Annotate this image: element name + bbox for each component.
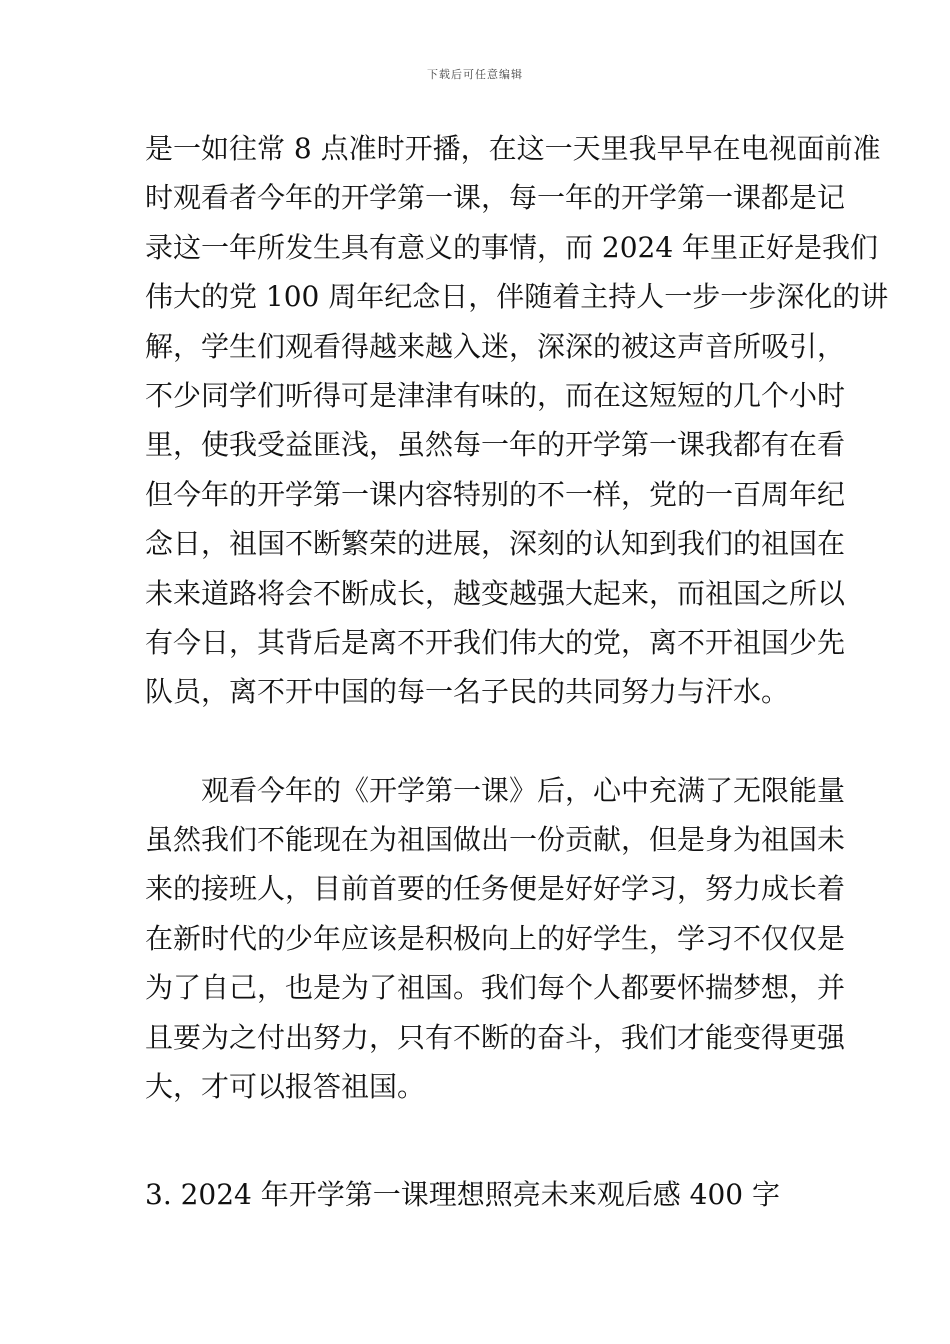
text-line: 为了自己，也是为了祖国。我们每个人都要怀揣梦想，并 — [145, 971, 846, 1005]
text-line: 但今年的开学第一课内容特别的不一样，党的一百周年纪 — [145, 477, 846, 511]
paragraph-1 — [145, 124, 889, 717]
text-line: 念日，祖国不断繁荣的进展，深刻的认知到我们的祖国在 — [145, 527, 846, 561]
section-heading: 3. 2024 年开学第一课理想照亮未来观后感 400 字 — [145, 1178, 781, 1211]
text-line: 大，才可以报答祖国。 — [145, 1070, 426, 1104]
text-line: 在新时代的少年应该是积极向上的好学生，学习不仅仅是 — [145, 921, 846, 955]
text-line: 虽然我们不能现在为祖国做出一份贡献，但是身为祖国未 — [145, 823, 846, 857]
text-line: 里，使我受益匪浅，虽然每一年的开学第一课我都有在看 — [145, 428, 846, 462]
text-line: 队员，离不开中国的每一名子民的共同努力与汗水。 — [145, 675, 790, 709]
paragraph-2 — [145, 766, 846, 1112]
text-line: 不少同学们听得可是津津有味的，而在这短短的几个小时 — [145, 378, 846, 412]
text-line: 录这一年所发生具有意义的事情，而 2024 年里正好是我们 — [145, 230, 879, 264]
paragraph-spacer — [145, 717, 815, 766]
text-line: 且要为之付出努力，只有不断的奋斗，我们才能变得更强 — [145, 1020, 846, 1054]
header-note: 下载后可任意编辑 — [427, 68, 523, 81]
text-line: 是一如往常 8 点准时开播，在这一天里我早早在电视面前准 — [145, 132, 881, 165]
text-line: 观看今年的《开学第一课》后，心中充满了无限能量 — [201, 773, 846, 807]
document-body — [145, 124, 889, 1111]
text-line: 有今日，其背后是离不开我们伟大的党，离不开祖国少先 — [145, 625, 846, 659]
text-line: 未来道路将会不断成长，越变越强大起来，而祖国之所以 — [145, 576, 846, 610]
text-line: 来的接班人，目前首要的任务便是好好学习，努力成长着 — [145, 872, 846, 906]
text-line: 时观看者今年的开学第一课，每一年的开学第一课都是记 — [145, 181, 846, 215]
text-line: 解，学生们观看得越来越入迷，深深的被这声音所吸引， — [145, 329, 846, 363]
text-line: 伟大的党 100 周年纪念日，伴随着主持人一步一步深化的讲 — [145, 280, 889, 314]
